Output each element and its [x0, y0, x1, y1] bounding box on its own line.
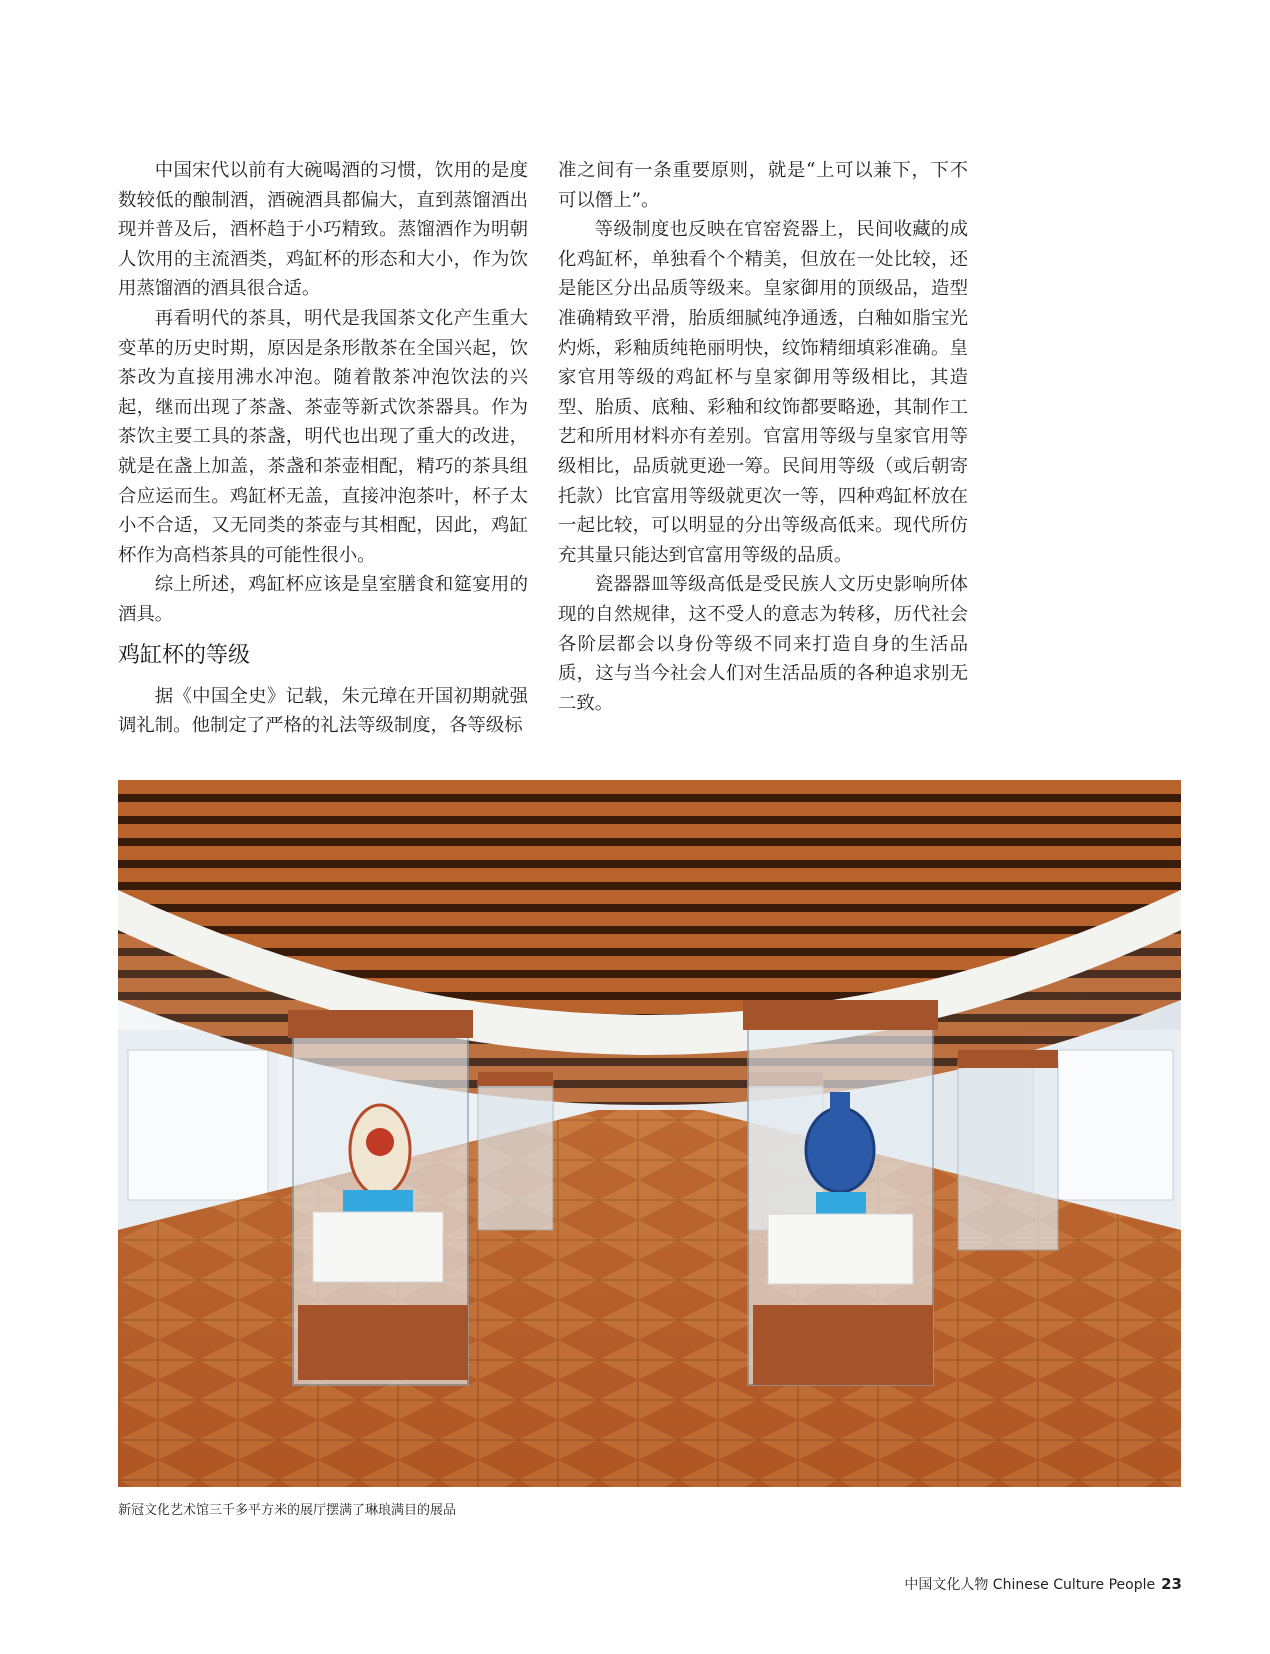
paragraph: 中国宋代以前有大碗喝酒的习惯，饮用的是度数较低的酿制酒，酒碗酒具都偏大，直到蒸馏酒出现并普及后，酒杯趋于小巧精致。蒸馏酒作为明朝人饮用的主流酒类，鸡缸杯的形态和大小，作为饮用蒸馏酒的酒具很合适。	[118, 160, 528, 300]
exhibition-hall-illustration	[118, 780, 1181, 1487]
magazine-name: 中国文化人物 Chinese Culture People	[904, 1577, 1156, 1593]
paragraph: 等级制度也反映在官窑瓷器上，民间收藏的成化鸡缸杯，单独看个个精美，但放在一处比较，还是能区分出品质等级来。皇家御用的顶级品，造型准确精致平滑，胎质细腻纯净通透，白釉如脂宝光灼烁，彩釉质纯艳丽明快，纹饰精细填彩准确。皇家官用等级的鸡缸杯与皇家御用等级相比，其造型、胎质、底釉、彩釉和纹饰都要略逊，其制作工艺和所用材料亦有差别。官富用等级与皇家官用等级相比，品质就更逊一筹。民间用等级（或后朝寄托款）比官富用等级就更次一等，四种鸡缸杯放在一起比较，可以明显的分出等级高低来。现代所仿充其量只能达到官富用等级的品质。	[558, 219, 968, 566]
section-heading: 鸡缸杯的等级	[118, 642, 251, 668]
page-number: 23	[1161, 1575, 1182, 1593]
paragraph: 据《中国全史》记载，朱元璋在开国初期就强调礼制。他制定了严格的礼法等级制度，各等级标	[118, 685, 528, 737]
paragraph: 综上所述，鸡缸杯应该是皇室膳食和筵宴用的酒具。	[118, 574, 528, 625]
paragraph: 瓷器器皿等级高低是受民族人文历史影响所体现的自然规律，这不受人的意志为转移，历代社会各阶层都会以身份等级不同来打造自身的生活品质，这与当今社会人们对生活品质的各种追求别无二致。	[558, 574, 968, 714]
paragraph: 再看明代的茶具，明代是我国茶文化产生重大变革的历史时期，原因是条形散茶在全国兴起，饮茶改为直接用沸水冲泡。随着散茶冲泡饮法的兴起，继而出现了茶盏、茶壶等新式饮茶器具。作为茶饮主要工具的茶盏，明代也出现了重大的改进，就是在盏上加盖，茶盏和茶壶相配，精巧的茶具组合应运而生。鸡缸杯无盖，直接冲泡茶叶，杯子太小不合适，又无同类的茶壶与其相配，因此，鸡缸杯作为高档茶具的可能性很小。	[118, 307, 528, 566]
exhibition-hall-photo	[118, 780, 1181, 1487]
page-footer	[904, 1574, 1182, 1594]
right-column	[558, 156, 968, 718]
paragraph: 准之间有一条重要原则，就是“上可以兼下，下不可以僭上”。	[558, 160, 968, 211]
photo-caption: 新冠文化艺术馆三千多平方米的展厅摆满了琳琅满目的展品	[118, 1503, 457, 1518]
left-column	[118, 156, 528, 741]
